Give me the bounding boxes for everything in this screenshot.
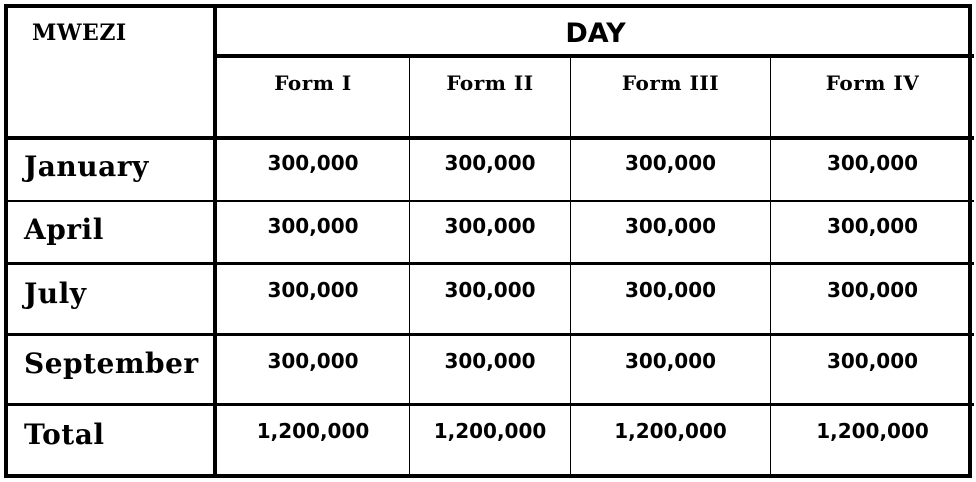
divider-row-1 <box>8 200 974 202</box>
table-cell: 300,000 <box>267 278 359 302</box>
table-cell: 300,000 <box>444 278 536 302</box>
divider-col-4 <box>770 58 771 474</box>
column-header-form-1: Form I <box>274 71 352 95</box>
divider-col-2 <box>409 58 410 474</box>
divider-day-header <box>213 54 974 58</box>
table-cell: 1,200,000 <box>816 419 929 443</box>
table-cell: 300,000 <box>826 278 919 302</box>
column-header-form-3: Form III <box>621 71 720 95</box>
row-label-september: September <box>24 347 199 380</box>
row-header-label: MWEZI <box>32 20 127 46</box>
divider-col-3 <box>570 58 571 474</box>
table-cell: 1,200,000 <box>256 419 370 443</box>
row-label-april: April <box>24 213 104 246</box>
day-group-header: DAY <box>565 18 626 49</box>
table-cell: 300,000 <box>267 349 359 373</box>
table-cell: 300,000 <box>624 151 717 175</box>
table-cell: 300,000 <box>444 151 536 175</box>
table-cell: 1,200,000 <box>614 419 727 443</box>
row-label-total: Total <box>24 418 105 451</box>
divider-header-body <box>8 136 974 140</box>
table-cell: 300,000 <box>444 349 536 373</box>
table-cell: 300,000 <box>624 349 717 373</box>
divider-row-2 <box>8 262 974 265</box>
table-cell: 300,000 <box>267 214 359 238</box>
table-cell: 1,200,000 <box>433 419 547 443</box>
table-cell: 300,000 <box>826 214 919 238</box>
table-cell: 300,000 <box>826 151 919 175</box>
divider-row-3 <box>8 333 974 336</box>
column-header-form-4: Form IV <box>825 71 920 95</box>
table-cell: 300,000 <box>624 214 717 238</box>
column-header-form-2: Form II <box>446 71 534 95</box>
table-cell: 300,000 <box>267 151 359 175</box>
row-label-january: January <box>24 150 149 183</box>
table-cell: 300,000 <box>624 278 717 302</box>
table-cell: 300,000 <box>826 349 919 373</box>
divider-row-4 <box>8 403 974 406</box>
row-label-july: July <box>24 277 87 310</box>
fee-table <box>4 4 972 478</box>
table-cell: 300,000 <box>444 214 536 238</box>
